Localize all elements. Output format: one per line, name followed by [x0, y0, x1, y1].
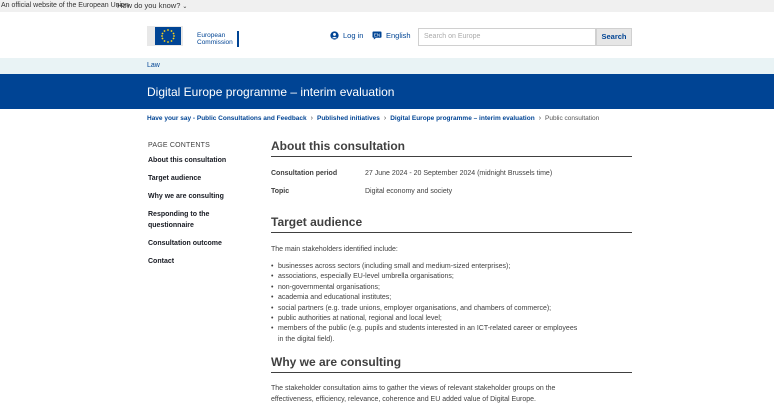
official-eu-bar — [0, 0, 774, 12]
section-title-about: About this consultation — [271, 139, 632, 157]
page-banner — [0, 74, 774, 109]
consultation-period-label: Consultation period — [271, 170, 338, 177]
official-website-text: An official website of the European Union — [1, 2, 129, 9]
how-do-you-know-label: How do you know? — [117, 1, 181, 10]
list-item: • members of the public (e.g. pupils and students interested in an ICT-related career or employees in the digital field). — [271, 324, 581, 345]
list-item: • academia and educational institutes; — [271, 293, 581, 303]
toc-item-target-audience[interactable]: Target audience — [148, 175, 202, 182]
breadcrumb-published-initiatives[interactable]: Published initiatives — [317, 115, 380, 122]
logo-text-line1: European — [197, 32, 226, 39]
toc-item-outcome[interactable]: Consultation outcome — [148, 239, 222, 247]
toc-item-contact[interactable]: Contact — [148, 257, 175, 265]
toc-item-about[interactable]: About this consultation — [148, 157, 227, 164]
eu-flag-icon — [147, 26, 183, 46]
topic-value: Digital economy and society — [365, 188, 453, 195]
consultation-period-value: 27 June 2024 - 20 September 2024 (midnight Brussels time) — [365, 170, 553, 177]
chevron-right-icon: › — [538, 115, 542, 122]
logo-text — [197, 32, 233, 46]
nav-item-law[interactable]: Law — [147, 62, 160, 69]
language-icon — [372, 31, 382, 40]
list-item: • non-governmental organisations; — [271, 283, 581, 293]
language-label: English — [386, 31, 411, 40]
list-item: • associations, especially EU-level umbrella organisations; — [271, 272, 581, 282]
svg-text:EN: EN — [373, 32, 381, 38]
breadcrumb-initiative[interactable]: Digital Europe programme – interim evaluation — [390, 115, 535, 122]
chevron-right-icon: › — [383, 115, 387, 122]
list-item: • public authorities at national, regional and local level; — [271, 314, 581, 324]
european-commission-logo[interactable] — [147, 23, 239, 47]
why-text: The stakeholder consultation aims to gather the views of relevant stakeholder groups on the effectiveness, efficiency, relevance, coherence and EU added value of Digital Europe. — [271, 385, 556, 403]
section-title-target-audience: Target audience — [271, 215, 632, 233]
list-item: • social partners (e.g. trade unions, employer organisations, and chambers of commerce); — [271, 304, 581, 314]
search-button[interactable]: Search — [596, 28, 632, 46]
section-title-why-consulting: Why we are consulting — [271, 355, 632, 373]
chevron-down-icon: ⌄ — [182, 4, 188, 10]
breadcrumb — [147, 115, 599, 122]
logo-divider — [237, 31, 239, 47]
breadcrumb-have-your-say[interactable]: Have your say - Public Consultations and Feedback — [147, 115, 307, 122]
toc-item-why-consulting[interactable]: Why we are consulting — [148, 193, 224, 200]
breadcrumb-current: Public consultation — [545, 115, 600, 122]
topic-label: Topic — [271, 188, 290, 195]
page-title: Digital Europe programme – interim evaluation — [147, 85, 395, 99]
toc-item-responding[interactable]: Responding to the questionnaire — [148, 211, 210, 229]
logo-text-line2: Commission — [197, 39, 233, 46]
nav-bar — [0, 58, 774, 74]
user-icon — [330, 31, 339, 40]
list-item: • businesses across sectors (including small and medium-sized enterprises); — [271, 262, 581, 272]
search-input[interactable]: Search on Europe — [418, 28, 596, 46]
login-link[interactable] — [330, 31, 363, 40]
page-contents-heading: PAGE CONTENTS — [148, 142, 210, 149]
language-selector[interactable] — [372, 31, 411, 40]
page-contents — [148, 142, 248, 267]
stakeholder-list — [271, 262, 581, 345]
login-label: Log in — [343, 31, 364, 40]
target-intro: The main stakeholders identified include: — [271, 246, 398, 253]
chevron-right-icon: › — [310, 115, 313, 122]
